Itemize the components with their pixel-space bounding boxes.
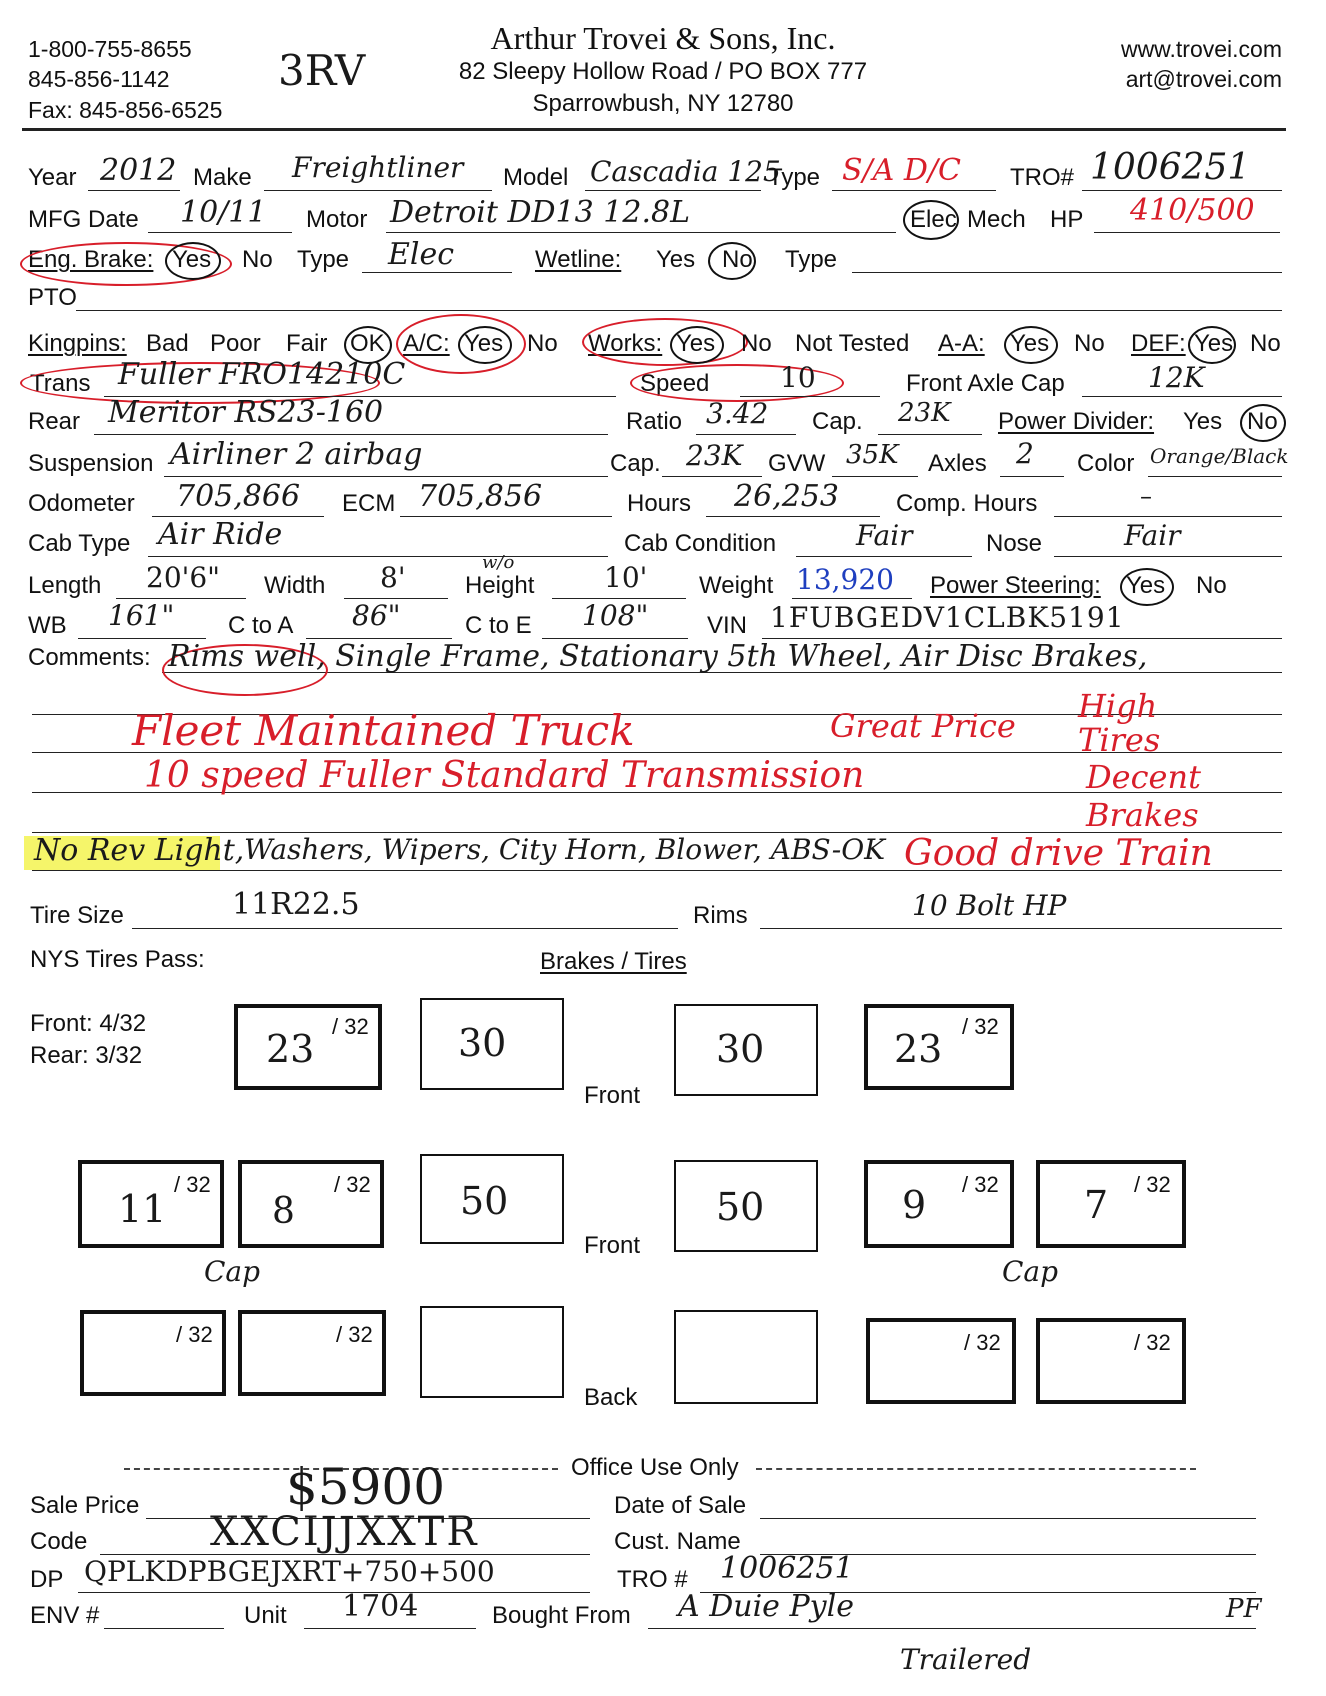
company-email: art@trovei.com: [1125, 66, 1282, 92]
tire-frac-front-right: / 32: [962, 1014, 999, 1039]
initials-value: PF: [1226, 1594, 1262, 1624]
fax-number: Fax: 845-856-6525: [28, 97, 223, 123]
tire-size-label: Tire Size: [30, 902, 124, 929]
model-value: Cascadia 125: [590, 155, 781, 188]
rear-cap-label: Cap.: [812, 408, 863, 435]
wb-value: 161": [108, 599, 175, 632]
wetline-type-label: Type: [785, 246, 838, 273]
year-label: Year: [28, 164, 77, 191]
header-divider: [22, 128, 1286, 131]
ecm-value: 705,856: [418, 479, 543, 514]
trans-label: Trans: [30, 370, 91, 397]
vin-value: 1FUBGEDV1CLBK5191: [770, 601, 1125, 634]
company-address-2: Sparrowbush, NY 12780: [532, 90, 794, 117]
type-value: S/A D/C: [842, 153, 961, 188]
nose-label: Nose: [986, 530, 1043, 557]
sale-price-value: $5900: [286, 1458, 446, 1516]
comment-great-price: Great Price: [830, 707, 1016, 745]
company-website: www.trovei.com: [1120, 36, 1282, 62]
works-yes: Yes: [676, 330, 716, 357]
color-label: Color: [1077, 450, 1135, 477]
tire-frac-mid-1: / 32: [174, 1172, 211, 1197]
kingpins-fair: Fair: [286, 330, 328, 357]
tire-value-mid-3: 9: [902, 1183, 927, 1227]
def-label: DEF:: [1131, 330, 1186, 357]
power-divider-label: Power Divider:: [998, 408, 1155, 435]
ratio-value: 3.42: [706, 397, 769, 430]
unit-value: 1704: [342, 1589, 419, 1624]
sale-price-label: Sale Price: [30, 1492, 140, 1519]
height-value: 10': [604, 561, 648, 594]
front-label-2: Front: [584, 1232, 641, 1259]
front-axle-cap-label: Front Axle Cap: [906, 370, 1065, 397]
width-value: 8': [380, 561, 406, 594]
c-to-e-value: 108": [582, 599, 649, 632]
rear-label: Rear: [28, 408, 81, 435]
mech-option: Mech: [967, 206, 1026, 233]
comment-line-1: Rims well, Single Frame, Stationary 5th Wheel, Air Disc Brakes,: [168, 639, 1148, 674]
brake-value-mid-left: 50: [460, 1179, 509, 1223]
office-divider-right: [756, 1468, 1196, 1470]
company-address-1: 82 Sleepy Hollow Road / PO BOX 777: [458, 58, 868, 85]
height-wo-note: w/o: [482, 552, 515, 573]
cab-type-label: Cab Type: [28, 530, 131, 557]
suspension-label: Suspension: [28, 450, 154, 477]
front-axle-cap-value: 12K: [1148, 361, 1205, 394]
odometer-label: Odometer: [28, 490, 135, 517]
eng-brake-label: Eng. Brake:: [28, 246, 154, 273]
back-label: Back: [584, 1384, 638, 1411]
rims-label: Rims: [693, 902, 748, 929]
brake-box-back-left[interactable]: [420, 1306, 564, 1398]
hp-value: 410/500: [1130, 193, 1255, 228]
suspension-value: Airliner 2 airbag: [170, 437, 423, 472]
dp-value: QPLKDPBGEJXRT+750+500: [84, 1555, 495, 1588]
kingpins-label: Kingpins:: [28, 330, 127, 357]
tire-value-mid-1: 11: [118, 1187, 167, 1231]
tro-label: TRO#: [1010, 164, 1075, 191]
year-value: 2012: [100, 153, 177, 188]
motor-label: Motor: [306, 206, 368, 233]
nys-front: Front: 4/32: [30, 1010, 147, 1037]
eng-brake-no: No: [242, 246, 273, 273]
power-divider-no: No: [1247, 408, 1278, 435]
tire-frac-mid-3: / 32: [962, 1172, 999, 1197]
date-of-sale-label: Date of Sale: [614, 1492, 747, 1519]
gvw-label: GVW: [768, 450, 826, 477]
nose-value: Fair: [1124, 519, 1181, 552]
tro-value: 1006251: [1090, 147, 1251, 188]
wetline-no: No: [722, 246, 753, 273]
eng-brake-yes: Yes: [172, 246, 212, 273]
tire-value-front-right: 23: [894, 1027, 943, 1071]
works-label: Works:: [588, 330, 663, 357]
hours-value: 26,253: [734, 479, 839, 514]
comment-good-drive-train: Good drive Train: [904, 833, 1213, 874]
type-label: Type: [768, 164, 821, 191]
phone-local: 845-856-1142: [28, 66, 170, 92]
tire-frac-front-left: / 32: [332, 1014, 369, 1039]
color-value: Orange/Black: [1150, 444, 1289, 468]
tro-2-label: TRO #: [617, 1566, 688, 1593]
company-name: Arthur Trovei & Sons, Inc.: [490, 20, 836, 56]
vin-label: VIN: [707, 612, 748, 639]
brake-value-front-left: 30: [458, 1021, 507, 1065]
odometer-value: 705,866: [176, 479, 301, 514]
tire-size-value: 11R22.5: [232, 887, 360, 922]
model-label: Model: [503, 164, 569, 191]
elec-option: Elec: [910, 206, 957, 233]
weight-label: Weight: [699, 572, 774, 599]
rims-value: 10 Bolt HP: [912, 889, 1067, 922]
susp-cap-label: Cap.: [610, 450, 661, 477]
comment-high-tires: High Tires: [1078, 687, 1161, 759]
gvw-value: 35K: [846, 440, 899, 470]
power-steering-no: No: [1196, 572, 1227, 599]
works-no: No: [741, 330, 772, 357]
make-label: Make: [193, 164, 252, 191]
nys-tires-pass-label: NYS Tires Pass:: [30, 946, 205, 973]
comment-line-2: Fleet Maintained Truck: [132, 706, 635, 755]
rear-value: Meritor RS23-160: [108, 395, 384, 430]
rear-cap-value: 23K: [898, 398, 951, 428]
length-value: 20'6": [146, 561, 221, 594]
power-steering-yes: Yes: [1126, 572, 1166, 599]
eng-brake-type-value: Elec: [388, 237, 455, 272]
trans-value: Fuller FRO14210C: [118, 357, 406, 392]
eng-brake-type-label: Type: [297, 246, 350, 273]
front-label-1: Front: [584, 1082, 641, 1109]
handwritten-code: 3RV: [278, 46, 366, 95]
c-to-a-value: 86": [352, 599, 401, 632]
tire-value-front-left: 23: [266, 1027, 315, 1071]
speed-label: Speed: [640, 370, 710, 397]
comment-decent-brakes: Decent Brakes: [1086, 758, 1201, 835]
hp-label: HP: [1050, 206, 1084, 233]
cap-note-right: Cap: [1002, 1255, 1059, 1288]
mfg-date-value: 10/11: [180, 195, 267, 230]
cab-type-value: Air Ride: [158, 517, 283, 552]
tire-frac-back-2: / 32: [336, 1322, 373, 1347]
power-divider-yes: Yes: [1183, 408, 1223, 435]
dp-label: DP: [30, 1566, 64, 1593]
tro-2-value: 1006251: [720, 1551, 854, 1586]
speed-value: 10: [780, 361, 816, 394]
c-to-a-label: C to A: [228, 612, 294, 639]
tire-frac-back-3: / 32: [964, 1330, 1001, 1355]
wb-label: WB: [28, 612, 67, 639]
ratio-label: Ratio: [626, 408, 683, 435]
comment-line-4: Washers, Wipers, City Horn, Blower, ABS-OK: [244, 833, 886, 866]
motor-value: Detroit DD13 12.8L: [390, 195, 690, 230]
ac-yes: Yes: [464, 330, 504, 357]
length-label: Length: [28, 572, 102, 599]
ac-label: A/C:: [403, 330, 450, 357]
cap-note-left: Cap: [204, 1255, 261, 1288]
make-value: Freightliner: [292, 151, 464, 184]
works-not-tested: Not Tested: [795, 330, 910, 357]
comment-line-3: 10 speed Fuller Standard Transmission: [144, 755, 865, 796]
power-steering-label: Power Steering:: [930, 572, 1101, 599]
aa-yes: Yes: [1010, 330, 1050, 357]
aa-no: No: [1074, 330, 1105, 357]
trailered-note: Trailered: [900, 1643, 1032, 1676]
cab-condition-value: Fair: [856, 519, 913, 552]
tire-value-mid-2: 8: [272, 1191, 295, 1232]
ecm-label: ECM: [342, 490, 396, 517]
bought-from-value: A Duie Pyle: [678, 1589, 854, 1624]
mfg-date-label: MFG Date: [28, 206, 139, 233]
cab-condition-label: Cab Condition: [624, 530, 777, 557]
unit-label: Unit: [244, 1602, 287, 1629]
comment-no-rev-light: No Rev Light,: [34, 833, 245, 868]
tire-frac-back-1: / 32: [176, 1322, 213, 1347]
comp-hours-label: Comp. Hours: [896, 490, 1038, 517]
susp-cap-value: 23K: [686, 439, 743, 472]
width-label: Width: [264, 572, 326, 599]
aa-label: A-A:: [938, 330, 985, 357]
brakes-tires-heading: Brakes / Tires: [540, 948, 687, 975]
axles-value: 2: [1016, 437, 1034, 470]
wetline-yes: Yes: [656, 246, 696, 273]
height-label: Height: [465, 572, 535, 599]
nys-rear: Rear: 3/32: [30, 1042, 143, 1069]
comp-hours-value: –: [1140, 482, 1152, 510]
brake-value-front-right: 30: [716, 1027, 765, 1071]
def-yes: Yes: [1194, 330, 1234, 357]
tire-frac-mid-2: / 32: [334, 1172, 371, 1197]
tire-value-mid-4: 7: [1084, 1183, 1109, 1227]
env-label: ENV #: [30, 1602, 100, 1629]
kingpins-bad: Bad: [146, 330, 189, 357]
comments-label: Comments:: [28, 644, 151, 671]
bought-from-label: Bought From: [492, 1602, 631, 1629]
def-no: No: [1250, 330, 1281, 357]
cust-name-label: Cust. Name: [614, 1528, 741, 1555]
code-label: Code: [30, 1528, 88, 1555]
pto-label: PTO: [28, 284, 77, 311]
code-value: XXCIJJXXTR: [210, 1509, 479, 1555]
kingpins-ok: OK: [350, 330, 385, 357]
tire-frac-mid-4: / 32: [1134, 1172, 1171, 1197]
ac-no: No: [527, 330, 558, 357]
axles-label: Axles: [928, 450, 987, 477]
brake-value-mid-right: 50: [716, 1185, 765, 1229]
brake-box-back-right[interactable]: [674, 1310, 818, 1404]
tire-frac-back-4: / 32: [1134, 1330, 1171, 1355]
kingpins-poor: Poor: [210, 330, 261, 357]
c-to-e-label: C to E: [465, 612, 532, 639]
weight-value: 13,920: [796, 563, 894, 596]
hours-label: Hours: [627, 490, 692, 517]
wetline-label: Wetline:: [535, 246, 622, 273]
office-use-only-heading: Office Use Only: [571, 1454, 739, 1481]
phone-tollfree: 1-800-755-8655: [28, 36, 192, 62]
